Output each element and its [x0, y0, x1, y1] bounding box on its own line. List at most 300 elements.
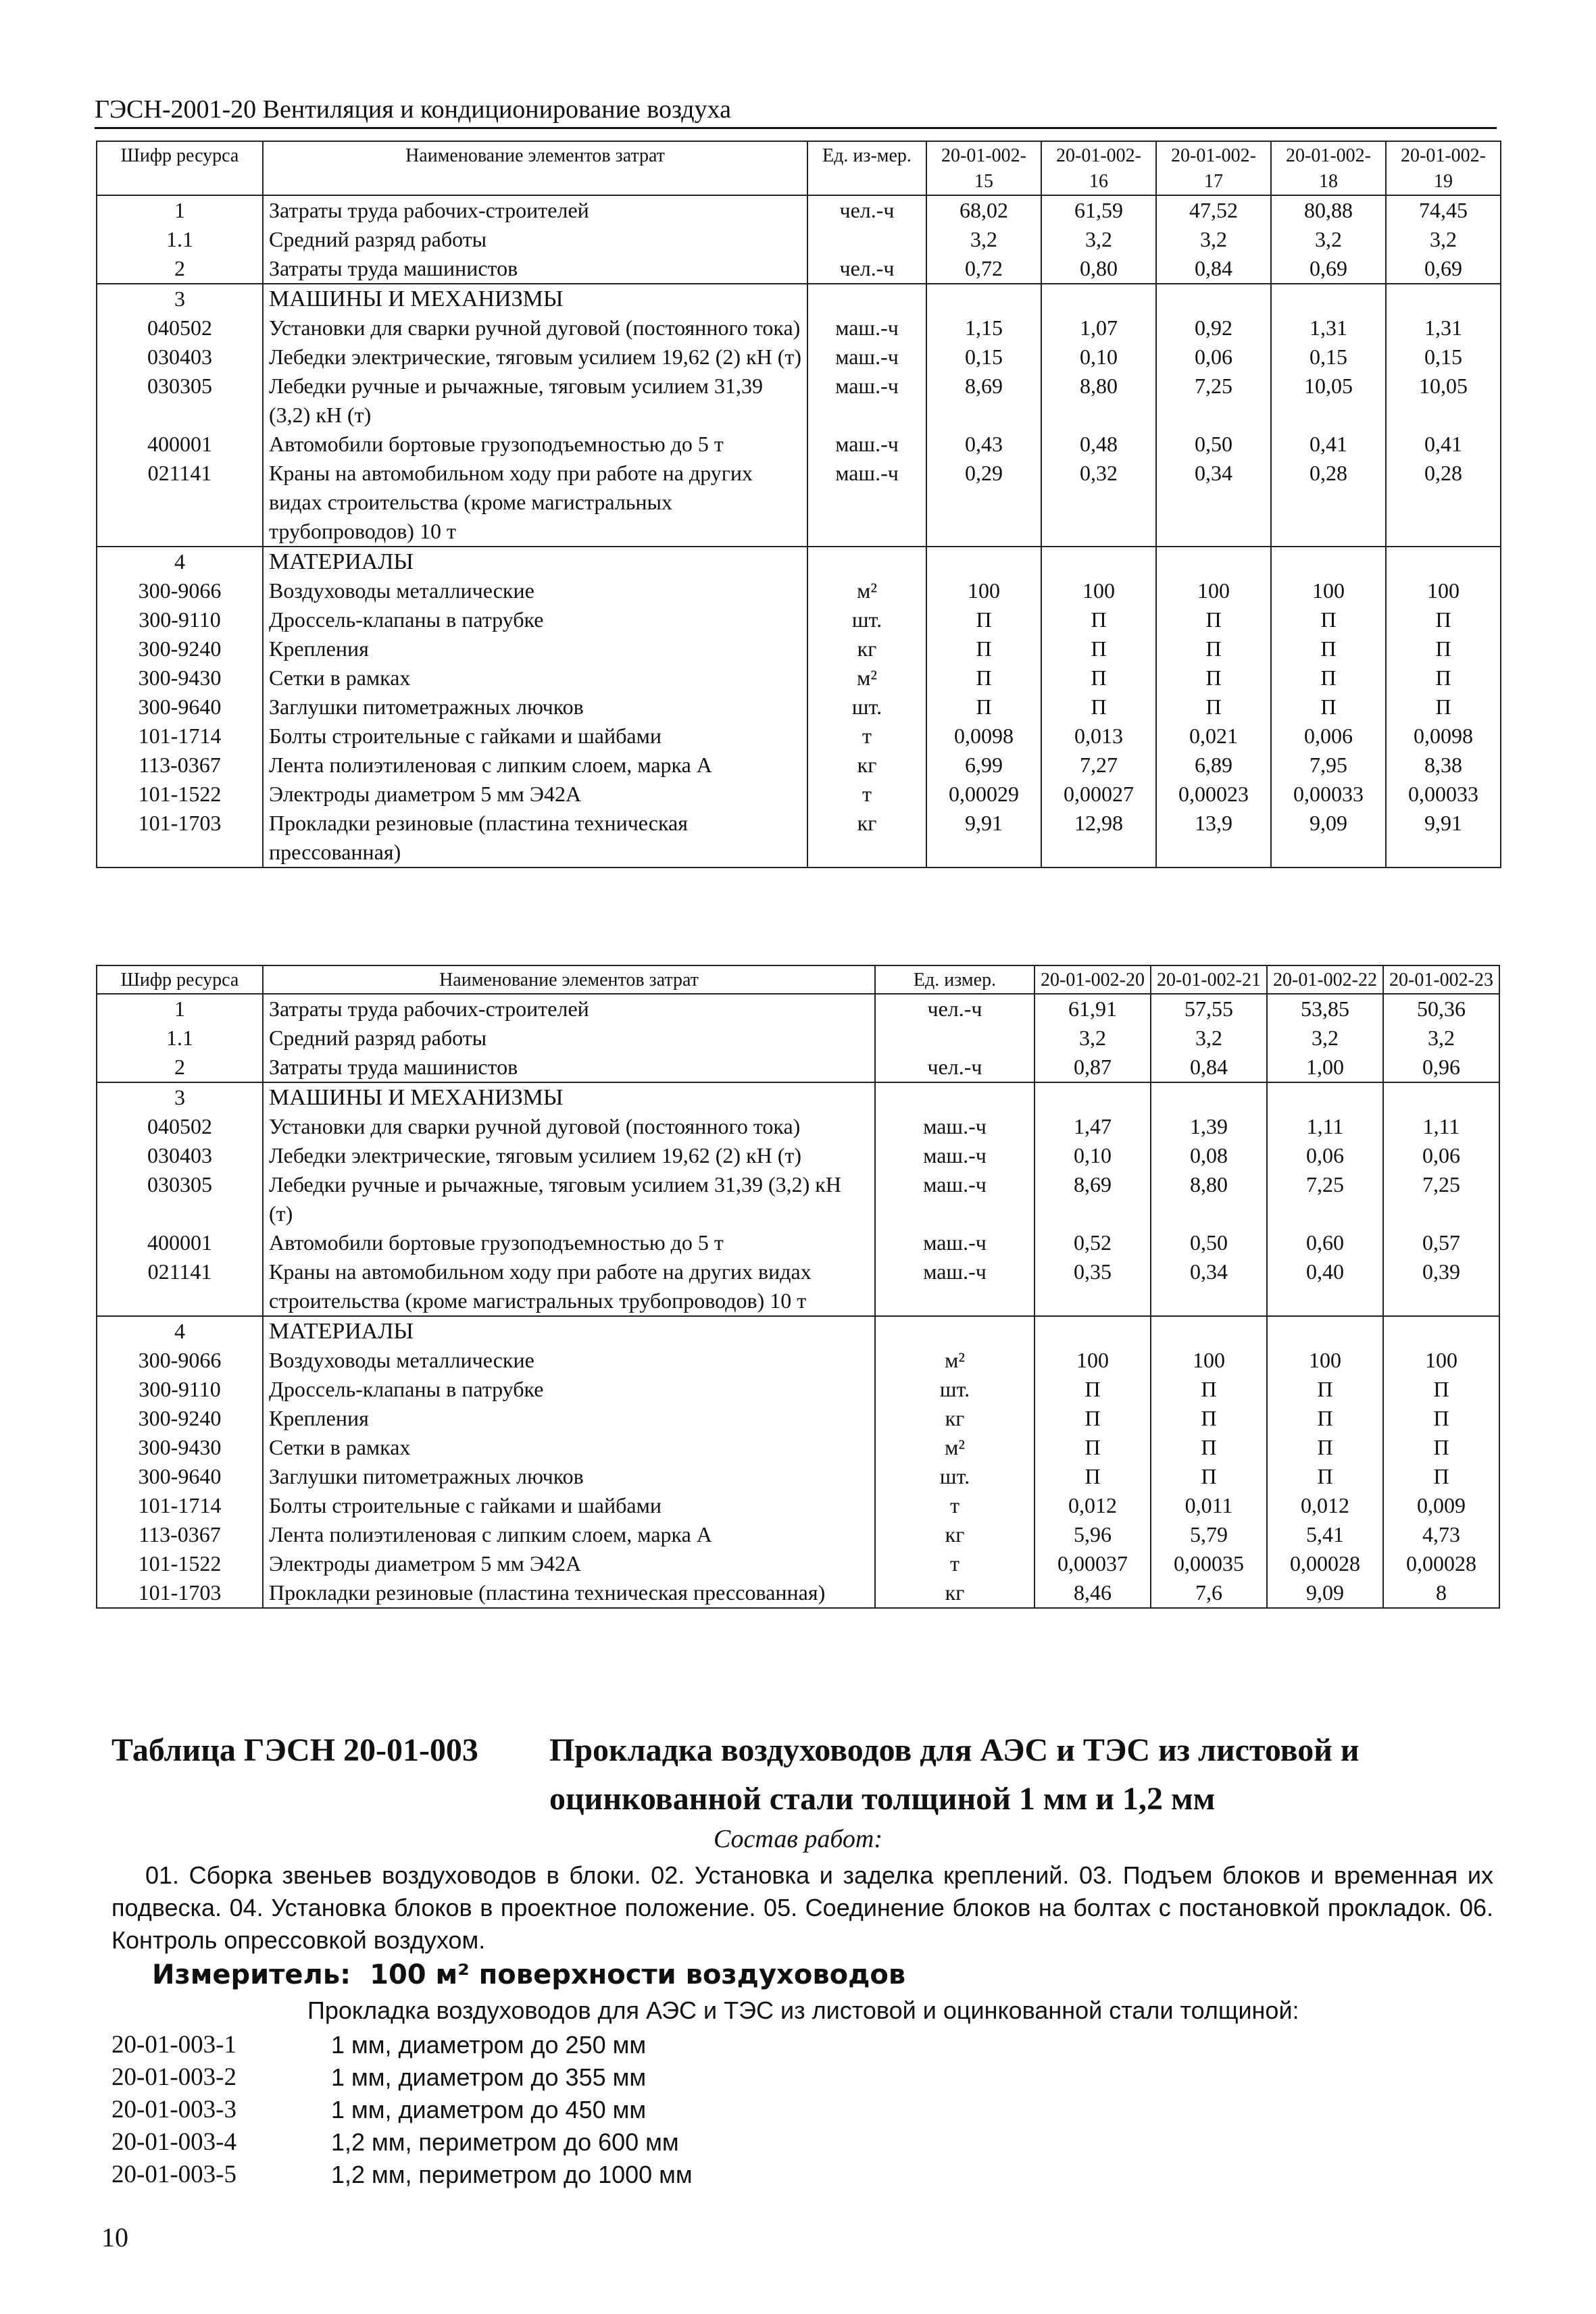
- value-cell: 1,11: [1383, 1112, 1499, 1141]
- variant-row: [111, 2029, 922, 2061]
- table-row: [97, 1053, 1499, 1082]
- resource-name: МАТЕРИАЛЫ: [263, 1316, 875, 1346]
- unit: маш.-ч: [807, 430, 926, 459]
- value-cell: 100: [1271, 576, 1386, 605]
- value-cell: 1,11: [1267, 1112, 1383, 1141]
- variant-desc: 1 мм, диаметром до 250 мм: [331, 2031, 647, 2059]
- unit: маш.-ч: [875, 1257, 1034, 1316]
- variant-code: 20-01-003-5: [111, 2161, 236, 2188]
- resource-name: Воздуховоды металлические: [263, 1346, 875, 1375]
- table-row: [97, 225, 1501, 254]
- resource-code: 2: [97, 1053, 263, 1082]
- table-row: [97, 1491, 1499, 1520]
- resource-name: Краны на автомобильном ходу при работе на других видах строительства (кроме магистральных трубопроводов) 10 т: [263, 1257, 875, 1316]
- table-header-row: [97, 965, 1499, 994]
- resource-code: 040502: [97, 1112, 263, 1141]
- resource-code: 021141: [97, 459, 263, 547]
- unit: т: [875, 1549, 1034, 1578]
- value-cell: 8,38: [1386, 751, 1501, 780]
- unit: м²: [807, 663, 926, 693]
- resource-code: 1.1: [97, 1024, 263, 1053]
- value-cell: 5,41: [1267, 1520, 1383, 1549]
- value-cell: 0,43: [926, 430, 1041, 459]
- composition-text: 01. Сборка звеньев воздуховодов в блоки. 02. Установка и заделка креплений. 03. Подъем блоков и временная их подвеска. 04. Установка блоков в проектное положение. 05. Соединение блоков на болтах с постановкой прокладок. 06. Контроль опрессовкой воздухом.: [111, 1861, 1493, 1954]
- value-cell: П: [1386, 693, 1501, 722]
- value-cell: 0,00029: [926, 780, 1041, 809]
- variant-desc: 1 мм, диаметром до 355 мм: [331, 2063, 647, 2091]
- value-cell: 0,10: [1041, 343, 1156, 372]
- resource-code: 300-9240: [97, 634, 263, 663]
- header-code: Шифр ресурса: [97, 965, 263, 994]
- resource-name: Сетки в рамках: [263, 1433, 875, 1462]
- unit: м²: [875, 1433, 1034, 1462]
- value-cell: 7,27: [1041, 751, 1156, 780]
- value-cell: 3,2: [1383, 1024, 1499, 1053]
- value-cell: 0,84: [1151, 1053, 1267, 1082]
- table-row: [97, 1024, 1499, 1053]
- unit: [875, 1024, 1034, 1053]
- value-cell: П: [1267, 1433, 1383, 1462]
- unit: [807, 547, 926, 576]
- table-header-row: [97, 141, 1501, 195]
- value-cell: 0,35: [1034, 1257, 1151, 1316]
- value-cell: 0,00027: [1041, 780, 1156, 809]
- value-cell: П: [1386, 605, 1501, 634]
- value-cell: 47,52: [1156, 195, 1271, 225]
- value-cell: П: [1267, 1462, 1383, 1491]
- value-cell: [1156, 284, 1271, 313]
- table-row: [97, 809, 1501, 867]
- value-cell: 0,006: [1271, 722, 1386, 751]
- table-row: [97, 1346, 1499, 1375]
- value-cell: 8,69: [1034, 1170, 1151, 1228]
- measure-line: [152, 1959, 905, 1990]
- value-cell: П: [1034, 1433, 1151, 1462]
- value-cell: 0,41: [1386, 430, 1501, 459]
- value-cell: 0,06: [1156, 343, 1271, 372]
- table-row: [97, 605, 1501, 634]
- value-cell: 6,99: [926, 751, 1041, 780]
- value-cell: П: [1151, 1462, 1267, 1491]
- value-cell: 8,80: [1041, 372, 1156, 430]
- header-unit: Ед. из-мер.: [807, 141, 926, 195]
- unit: чел.-ч: [807, 195, 926, 225]
- value-cell: 7,25: [1383, 1170, 1499, 1228]
- value-cell: [1151, 1082, 1267, 1112]
- value-cell: 0,28: [1386, 459, 1501, 547]
- variant-row: [111, 2159, 922, 2191]
- value-cell: 100: [1156, 576, 1271, 605]
- resource-name: МАТЕРИАЛЫ: [263, 547, 807, 576]
- resource-code: 030305: [97, 1170, 263, 1228]
- resource-code: 040502: [97, 313, 263, 343]
- resource-code: 300-9640: [97, 1462, 263, 1491]
- value-cell: 3,2: [1271, 225, 1386, 254]
- unit: маш.-ч: [807, 343, 926, 372]
- value-cell: 0,06: [1383, 1141, 1499, 1170]
- value-cell: 3,2: [1034, 1024, 1151, 1053]
- value-cell: [1267, 1082, 1383, 1112]
- resource-name: Сетки в рамках: [263, 663, 807, 693]
- table-row: [97, 1141, 1499, 1170]
- value-cell: П: [1034, 1404, 1151, 1433]
- table-row: [97, 372, 1501, 430]
- value-cell: 0,34: [1151, 1257, 1267, 1316]
- table-row: [97, 1257, 1499, 1316]
- resource-code: 030403: [97, 343, 263, 372]
- resource-code: 101-1522: [97, 1549, 263, 1578]
- resource-code: 300-9110: [97, 605, 263, 634]
- resource-name: Затраты труда машинистов: [263, 1053, 875, 1082]
- value-cell: 0,00037: [1034, 1549, 1151, 1578]
- header-code: Шифр ресурса: [97, 141, 263, 195]
- value-cell: П: [1156, 663, 1271, 693]
- value-cell: П: [1271, 663, 1386, 693]
- variant-code: 20-01-003-4: [111, 2128, 236, 2156]
- value-cell: 0,40: [1267, 1257, 1383, 1316]
- unit: [807, 284, 926, 313]
- value-cell: 100: [1383, 1346, 1499, 1375]
- resource-name: Заглушки питометражных лючков: [263, 1462, 875, 1491]
- value-cell: 0,10: [1034, 1141, 1151, 1170]
- value-cell: [1271, 284, 1386, 313]
- resource-code: 113-0367: [97, 1520, 263, 1549]
- value-cell: 74,45: [1386, 195, 1501, 225]
- variant-desc: 1,2 мм, периметром до 1000 мм: [331, 2161, 693, 2188]
- value-cell: [1041, 284, 1156, 313]
- value-cell: П: [1383, 1433, 1499, 1462]
- value-cell: [1386, 284, 1501, 313]
- resource-code: 3: [97, 284, 263, 313]
- resource-name: Лебедки ручные и рычажные, тяговым усилием 31,39 (3,2) кН (т): [263, 372, 807, 430]
- unit: чел.-ч: [807, 254, 926, 284]
- value-cell: 0,00033: [1271, 780, 1386, 809]
- resource-code: 1.1: [97, 225, 263, 254]
- value-cell: [1034, 1082, 1151, 1112]
- value-cell: П: [1151, 1375, 1267, 1404]
- resource-name: Автомобили бортовые грузоподъемностью до 5 т: [263, 1228, 875, 1257]
- value-cell: 7,95: [1271, 751, 1386, 780]
- resource-code: 101-1522: [97, 780, 263, 809]
- resource-name: Дроссель-клапаны в патрубке: [263, 605, 807, 634]
- header-name: Наименование элементов затрат: [263, 141, 807, 195]
- resource-name: Затраты труда рабочих-строителей: [263, 994, 875, 1024]
- value-cell: П: [1041, 663, 1156, 693]
- measure-label: Измеритель:: [152, 1959, 351, 1990]
- table-row: [97, 1404, 1499, 1433]
- value-cell: П: [1156, 634, 1271, 663]
- value-cell: 10,05: [1386, 372, 1501, 430]
- unit: м²: [807, 576, 926, 605]
- value-cell: П: [1151, 1433, 1267, 1462]
- value-cell: [1271, 547, 1386, 576]
- variant-row: [111, 2094, 922, 2126]
- unit: маш.-ч: [875, 1228, 1034, 1257]
- resource-code: 030403: [97, 1141, 263, 1170]
- value-cell: [1034, 1316, 1151, 1346]
- value-cell: П: [1271, 605, 1386, 634]
- value-cell: 0,50: [1151, 1228, 1267, 1257]
- table-row: [97, 780, 1501, 809]
- resource-code: 1: [97, 195, 263, 225]
- value-cell: 0,00035: [1151, 1549, 1267, 1578]
- value-cell: 9,09: [1271, 809, 1386, 867]
- value-cell: 7,25: [1267, 1170, 1383, 1228]
- value-cell: 0,72: [926, 254, 1041, 284]
- value-cell: 4,73: [1383, 1520, 1499, 1549]
- resource-code: 400001: [97, 430, 263, 459]
- table-row: [97, 343, 1501, 372]
- value-cell: [1267, 1316, 1383, 1346]
- resource-name: Заглушки питометражных лючков: [263, 693, 807, 722]
- unit: кг: [875, 1520, 1034, 1549]
- resource-name: Воздуховоды металлические: [263, 576, 807, 605]
- table-row: [97, 1462, 1499, 1491]
- value-cell: 100: [1041, 576, 1156, 605]
- value-cell: П: [1386, 634, 1501, 663]
- unit: шт.: [807, 693, 926, 722]
- section-row: [97, 547, 1501, 576]
- value-cell: 9,09: [1267, 1578, 1383, 1608]
- unit: кг: [807, 634, 926, 663]
- value-cell: П: [1267, 1375, 1383, 1404]
- header-col: 20-01-002-21: [1151, 965, 1267, 994]
- unit: шт.: [875, 1462, 1034, 1491]
- value-cell: 3,2: [1151, 1024, 1267, 1053]
- value-cell: П: [1271, 693, 1386, 722]
- value-cell: 5,79: [1151, 1520, 1267, 1549]
- section-row: [97, 1316, 1499, 1346]
- value-cell: [1151, 1316, 1267, 1346]
- value-cell: 0,0098: [1386, 722, 1501, 751]
- value-cell: 1,07: [1041, 313, 1156, 343]
- value-cell: 3,2: [1041, 225, 1156, 254]
- value-cell: П: [1271, 634, 1386, 663]
- resource-code: 400001: [97, 1228, 263, 1257]
- unit: чел.-ч: [875, 1053, 1034, 1082]
- value-cell: [926, 547, 1041, 576]
- value-cell: 9,91: [926, 809, 1041, 867]
- value-cell: 1,39: [1151, 1112, 1267, 1141]
- value-cell: 0,52: [1034, 1228, 1151, 1257]
- value-cell: 0,012: [1034, 1491, 1151, 1520]
- resource-name: Лебедки электрические, тяговым усилием 19,62 (2) кН (т): [263, 1141, 875, 1170]
- variant-code: 20-01-003-3: [111, 2096, 236, 2123]
- measure-value: 100 м² поверхности воздуховодов: [370, 1959, 906, 1990]
- resource-code: 300-9110: [97, 1375, 263, 1404]
- value-cell: 10,05: [1271, 372, 1386, 430]
- resource-code: 101-1703: [97, 1578, 263, 1608]
- unit: маш.-ч: [875, 1141, 1034, 1170]
- value-cell: 6,89: [1156, 751, 1271, 780]
- value-cell: 0,08: [1151, 1141, 1267, 1170]
- value-cell: 100: [1151, 1346, 1267, 1375]
- value-cell: 100: [926, 576, 1041, 605]
- resource-code: 4: [97, 547, 263, 576]
- variant-code: 20-01-003-2: [111, 2063, 236, 2091]
- value-cell: 0,69: [1386, 254, 1501, 284]
- value-cell: 80,88: [1271, 195, 1386, 225]
- resource-name: Болты строительные с гайками и шайбами: [263, 1491, 875, 1520]
- value-cell: 0,009: [1383, 1491, 1499, 1520]
- value-cell: 1,00: [1267, 1053, 1383, 1082]
- value-cell: 8: [1383, 1578, 1499, 1608]
- resource-code: 030305: [97, 372, 263, 430]
- resource-table-2: [96, 965, 1500, 1609]
- value-cell: 100: [1386, 576, 1501, 605]
- variant-row: [111, 2061, 922, 2094]
- value-cell: 57,55: [1151, 994, 1267, 1024]
- value-cell: 1,31: [1271, 313, 1386, 343]
- value-cell: [1156, 547, 1271, 576]
- table-row: [97, 459, 1501, 547]
- resource-code: 101-1714: [97, 1491, 263, 1520]
- value-cell: П: [926, 605, 1041, 634]
- unit: маш.-ч: [807, 372, 926, 430]
- value-cell: П: [1034, 1375, 1151, 1404]
- value-cell: П: [926, 693, 1041, 722]
- table-row: [97, 1578, 1499, 1608]
- variant-code: 20-01-003-1: [111, 2031, 236, 2059]
- header-unit: Ед. измер.: [875, 965, 1034, 994]
- table-row: [97, 722, 1501, 751]
- value-cell: 0,84: [1156, 254, 1271, 284]
- table-row: [97, 663, 1501, 693]
- unit: маш.-ч: [875, 1112, 1034, 1141]
- resource-code: 021141: [97, 1257, 263, 1316]
- header-col: 20-01-002-16: [1041, 141, 1156, 195]
- unit: чел.-ч: [875, 994, 1034, 1024]
- value-cell: 50,36: [1383, 994, 1499, 1024]
- value-cell: 3,2: [1156, 225, 1271, 254]
- value-cell: 0,15: [1271, 343, 1386, 372]
- resource-name: Крепления: [263, 634, 807, 663]
- value-cell: 3,2: [926, 225, 1041, 254]
- value-cell: 100: [1034, 1346, 1151, 1375]
- value-cell: 0,021: [1156, 722, 1271, 751]
- table-row: [97, 1433, 1499, 1462]
- header-col: 20-01-002-23: [1383, 965, 1499, 994]
- value-cell: 0,012: [1267, 1491, 1383, 1520]
- header-col: 20-01-002-22: [1267, 965, 1383, 994]
- value-cell: П: [1034, 1462, 1151, 1491]
- value-cell: 0,00023: [1156, 780, 1271, 809]
- value-cell: 53,85: [1267, 994, 1383, 1024]
- value-cell: [1041, 547, 1156, 576]
- table-row: [97, 1520, 1499, 1549]
- value-cell: 0,69: [1271, 254, 1386, 284]
- value-cell: 8,69: [926, 372, 1041, 430]
- unit: т: [807, 780, 926, 809]
- resource-code: 2: [97, 254, 263, 284]
- unit: маш.-ч: [875, 1170, 1034, 1228]
- value-cell: П: [1041, 693, 1156, 722]
- table-row: [97, 634, 1501, 663]
- table-row: [97, 994, 1499, 1024]
- table-row: [97, 1112, 1499, 1141]
- resource-code: 300-9066: [97, 1346, 263, 1375]
- unit: кг: [875, 1404, 1034, 1433]
- value-cell: 7,25: [1156, 372, 1271, 430]
- value-cell: 0,60: [1267, 1228, 1383, 1257]
- header-col: 20-01-002-15: [926, 141, 1041, 195]
- value-cell: 3,2: [1267, 1024, 1383, 1053]
- table-row: [97, 195, 1501, 225]
- resource-name: Лента полиэтиленовая с липким слоем, марка А: [263, 1520, 875, 1549]
- resource-name: Краны на автомобильном ходу при работе на других видах строительства (кроме магистральных трубопроводов) 10 т: [263, 459, 807, 547]
- value-cell: П: [1041, 634, 1156, 663]
- value-cell: П: [1267, 1404, 1383, 1433]
- value-cell: 8,80: [1151, 1170, 1267, 1228]
- variant-row: [111, 2126, 922, 2159]
- value-cell: 9,91: [1386, 809, 1501, 867]
- value-cell: 0,0098: [926, 722, 1041, 751]
- value-cell: 0,41: [1271, 430, 1386, 459]
- value-cell: 3,2: [1386, 225, 1501, 254]
- value-cell: 0,15: [1386, 343, 1501, 372]
- unit: т: [807, 722, 926, 751]
- value-cell: 0,15: [926, 343, 1041, 372]
- unit: т: [875, 1491, 1034, 1520]
- value-cell: [1386, 547, 1501, 576]
- resource-code: 300-9240: [97, 1404, 263, 1433]
- table-row: [97, 430, 1501, 459]
- value-cell: П: [1383, 1375, 1499, 1404]
- header-col: 20-01-002-19: [1386, 141, 1501, 195]
- value-cell: 0,50: [1156, 430, 1271, 459]
- resource-name: Автомобили бортовые грузоподъемностью до 5 т: [263, 430, 807, 459]
- resource-code: 300-9430: [97, 663, 263, 693]
- value-cell: [1383, 1082, 1499, 1112]
- unit: [875, 1316, 1034, 1346]
- resource-code: 101-1714: [97, 722, 263, 751]
- value-cell: П: [1156, 693, 1271, 722]
- resource-code: 4: [97, 1316, 263, 1346]
- value-cell: 0,00033: [1386, 780, 1501, 809]
- value-cell: П: [1383, 1462, 1499, 1491]
- resource-name: Болты строительные с гайками и шайбами: [263, 722, 807, 751]
- resource-table-1: [96, 141, 1501, 868]
- resource-code: 300-9640: [97, 693, 263, 722]
- header-name: Наименование элементов затрат: [263, 965, 875, 994]
- value-cell: П: [1383, 1404, 1499, 1433]
- resource-name: МАШИНЫ И МЕХАНИЗМЫ: [263, 284, 807, 313]
- value-cell: [926, 284, 1041, 313]
- value-cell: П: [1151, 1404, 1267, 1433]
- resource-name: Затраты труда рабочих-строителей: [263, 195, 807, 225]
- value-cell: 0,57: [1383, 1228, 1499, 1257]
- value-cell: 0,87: [1034, 1053, 1151, 1082]
- unit: [807, 225, 926, 254]
- variant-desc: 1,2 мм, периметром до 600 мм: [331, 2128, 679, 2156]
- resource-code: 3: [97, 1082, 263, 1112]
- variant-desc: 1 мм, диаметром до 450 мм: [331, 2096, 647, 2123]
- table-row: [97, 254, 1501, 284]
- value-cell: 0,80: [1041, 254, 1156, 284]
- value-cell: [1383, 1316, 1499, 1346]
- value-cell: П: [926, 634, 1041, 663]
- value-cell: 1,31: [1386, 313, 1501, 343]
- composition-title: Состав работ:: [713, 1825, 883, 1853]
- unit: маш.-ч: [807, 313, 926, 343]
- value-cell: 0,28: [1271, 459, 1386, 547]
- section-row: [97, 1082, 1499, 1112]
- unit: маш.-ч: [807, 459, 926, 547]
- value-cell: П: [1386, 663, 1501, 693]
- variants-intro: Прокладка воздуховодов для АЭС и ТЭС из листовой и оцинкованной стали толщиной:: [307, 1996, 1299, 2024]
- table-row: [97, 313, 1501, 343]
- header-col: 20-01-002-18: [1271, 141, 1386, 195]
